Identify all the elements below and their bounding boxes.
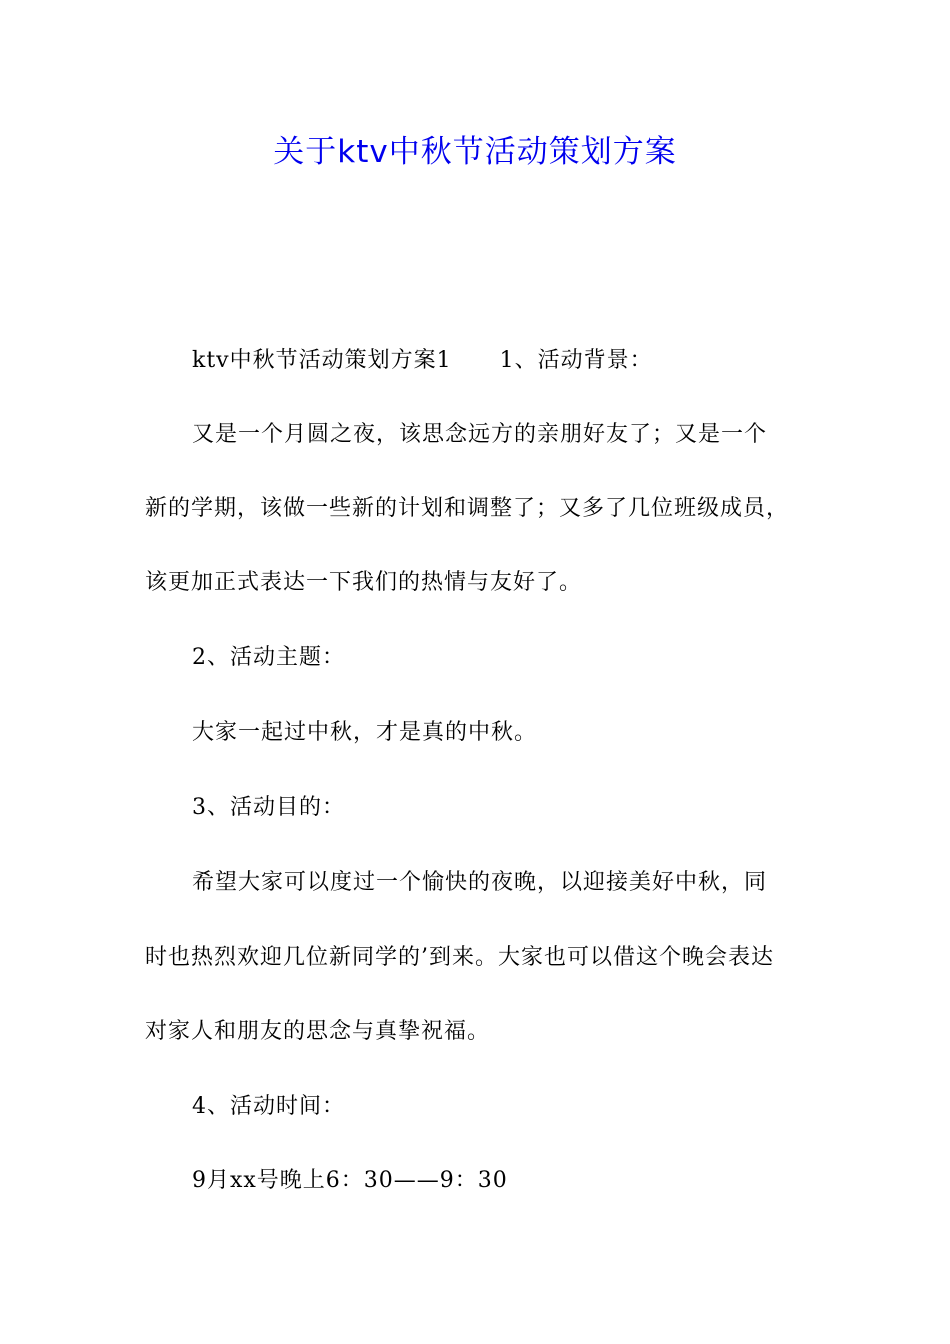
document-title: 关于ktv中秋节活动策划方案	[273, 134, 677, 170]
section-heading-background: 1、活动背景：	[499, 348, 653, 373]
doc-line-10: 对家人和朋友的思念与真挚祝福。	[145, 1019, 491, 1044]
section-heading-purpose: 3、活动目的：	[192, 795, 345, 820]
doc-heading: ktv中秋节活动策划方案1	[192, 348, 452, 373]
doc-line-1	[192, 346, 653, 376]
doc-line-12: 9月xx号晚上6：30——9：30	[192, 1168, 508, 1193]
doc-line-3: 新的学期，该做一些新的计划和调整了；又多了几位班级成员，	[145, 496, 790, 521]
doc-line-2: 又是一个月圆之夜，该思念远方的亲朋好友了；又是一个	[192, 422, 768, 447]
section-heading-theme: 2、活动主题：	[192, 645, 345, 670]
doc-line-6: 大家一起过中秋，才是真的中秋。	[192, 720, 538, 745]
section-heading-time: 4、活动时间：	[192, 1094, 345, 1119]
doc-line-4: 该更加正式表达一下我们的热情与友好了。	[145, 570, 583, 595]
doc-line-9: 时也热烈欢迎几位新同学的’到来。大家也可以借这个晚会表达	[145, 945, 774, 970]
doc-line-8: 希望大家可以度过一个愉快的夜晚，以迎接美好中秋，同	[192, 870, 768, 895]
